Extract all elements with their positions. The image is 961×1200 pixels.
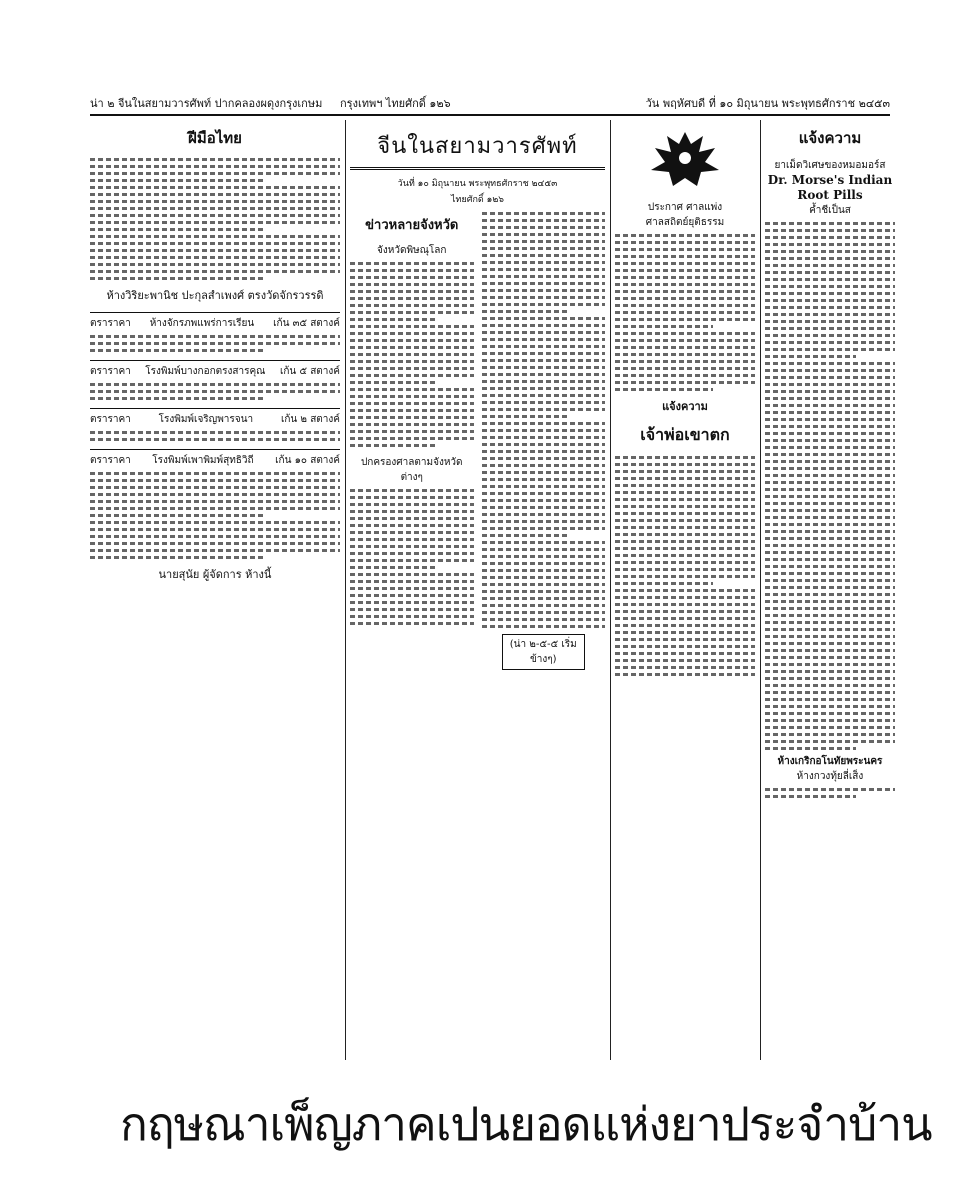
garuda-emblem-icon	[645, 126, 725, 196]
header-middle: กรุงเทพฯ ไทยศักดิ์ ๑๒๖	[340, 97, 451, 110]
column-2	[350, 120, 605, 1060]
column-divider	[760, 120, 761, 1060]
col2-right	[482, 208, 606, 676]
ad-row: ตราราคา โรงพิมพ์เพาพิมพ์สุทธิวิถี เก้น ๑๐ สตางค์	[90, 449, 340, 468]
advertisement-slogan: กฤษณาเพ็ญภาคเปนยอดแห่งยาประจำบ้าน	[120, 1097, 932, 1151]
masthead-date: วันที่ ๑๐ มิถุนายน พระพุทธศักราช ๒๔๕๓	[397, 179, 558, 189]
masthead: จีนในสยามวารศัพท์	[350, 128, 605, 170]
newspaper-page	[70, 40, 900, 1140]
col1-title: ฝีมือไทย	[188, 129, 242, 147]
header-rule	[90, 114, 890, 116]
section-title: ข่าวหลายจังหวัด	[365, 218, 459, 233]
product-name-2: Root Pills	[797, 188, 863, 202]
col1-signature: ห้างวิริยะพานิช ปะกุลสำเพงศ์ ตรงวัดจักรวรรดิ	[106, 289, 324, 302]
header-left: น่า ๒ จีนในสยามวารศัพท์ ปากคลองผดุงกรุงเกษม	[90, 97, 323, 110]
column-divider	[610, 120, 611, 1060]
ad-row: ตราราคา โรงพิมพ์เจริญพารจนา เก้น ๒ สตางค์	[90, 408, 340, 427]
col4-bottom-2: ห้างกวงทุ้ยลี่เส็ง	[796, 771, 864, 782]
masthead-issue: ไทยศักดิ์ ๑๒๖	[451, 195, 504, 205]
notice-heading: เจ้าพ่อเขาตก	[640, 425, 730, 444]
notice-title: แจ้งความ	[662, 400, 708, 413]
product-name-1: Dr. Morse's Indian	[767, 173, 893, 187]
subsection-title-2: ปกครองศาลตามจังหวัดต่างๆ	[360, 457, 463, 483]
col4-bottom-1: ห้างเกริกอโนทัยพระนคร	[777, 756, 883, 767]
col4-sub: ค้ำชีเป็นส	[809, 205, 851, 216]
page-header	[90, 90, 890, 112]
header-right: วัน พฤหัศบดี ที่ ๑๐ มิถุนายน พระพุทธศักราช ๒๔๕๓	[645, 97, 890, 110]
ad-row: ตราราคา ห้างจักรภพแพร่การเรียน เก้น ๓๕ สตางค์	[90, 312, 340, 331]
col1-footer: นายสุนัย ผู้จัดการ ห้างนี้	[158, 568, 272, 581]
col2-left	[350, 208, 474, 676]
court-caption-2: ศาลสถิตย์ยุติธรรม	[645, 217, 725, 228]
column-4	[765, 120, 895, 1060]
column-divider	[345, 120, 346, 1060]
continued-note: (น่า ๒-๕-๕ เริ่มข้างๆ)	[502, 634, 586, 670]
col4-line1: ยาเม็ดวิเศษของหมอมอร์ส	[774, 160, 886, 171]
subsection-title: จังหวัดพิษณุโลก	[377, 245, 447, 256]
col4-title: แจ้งความ	[798, 129, 862, 147]
ad-row: ตราราคา โรงพิมพ์บางกอกตรงสารคุณ เก้น ๕ สตางค์	[90, 360, 340, 379]
column-3	[615, 120, 755, 1060]
column-1	[90, 120, 340, 1060]
court-caption: ประกาศ ศาลแพ่ง	[647, 202, 723, 213]
